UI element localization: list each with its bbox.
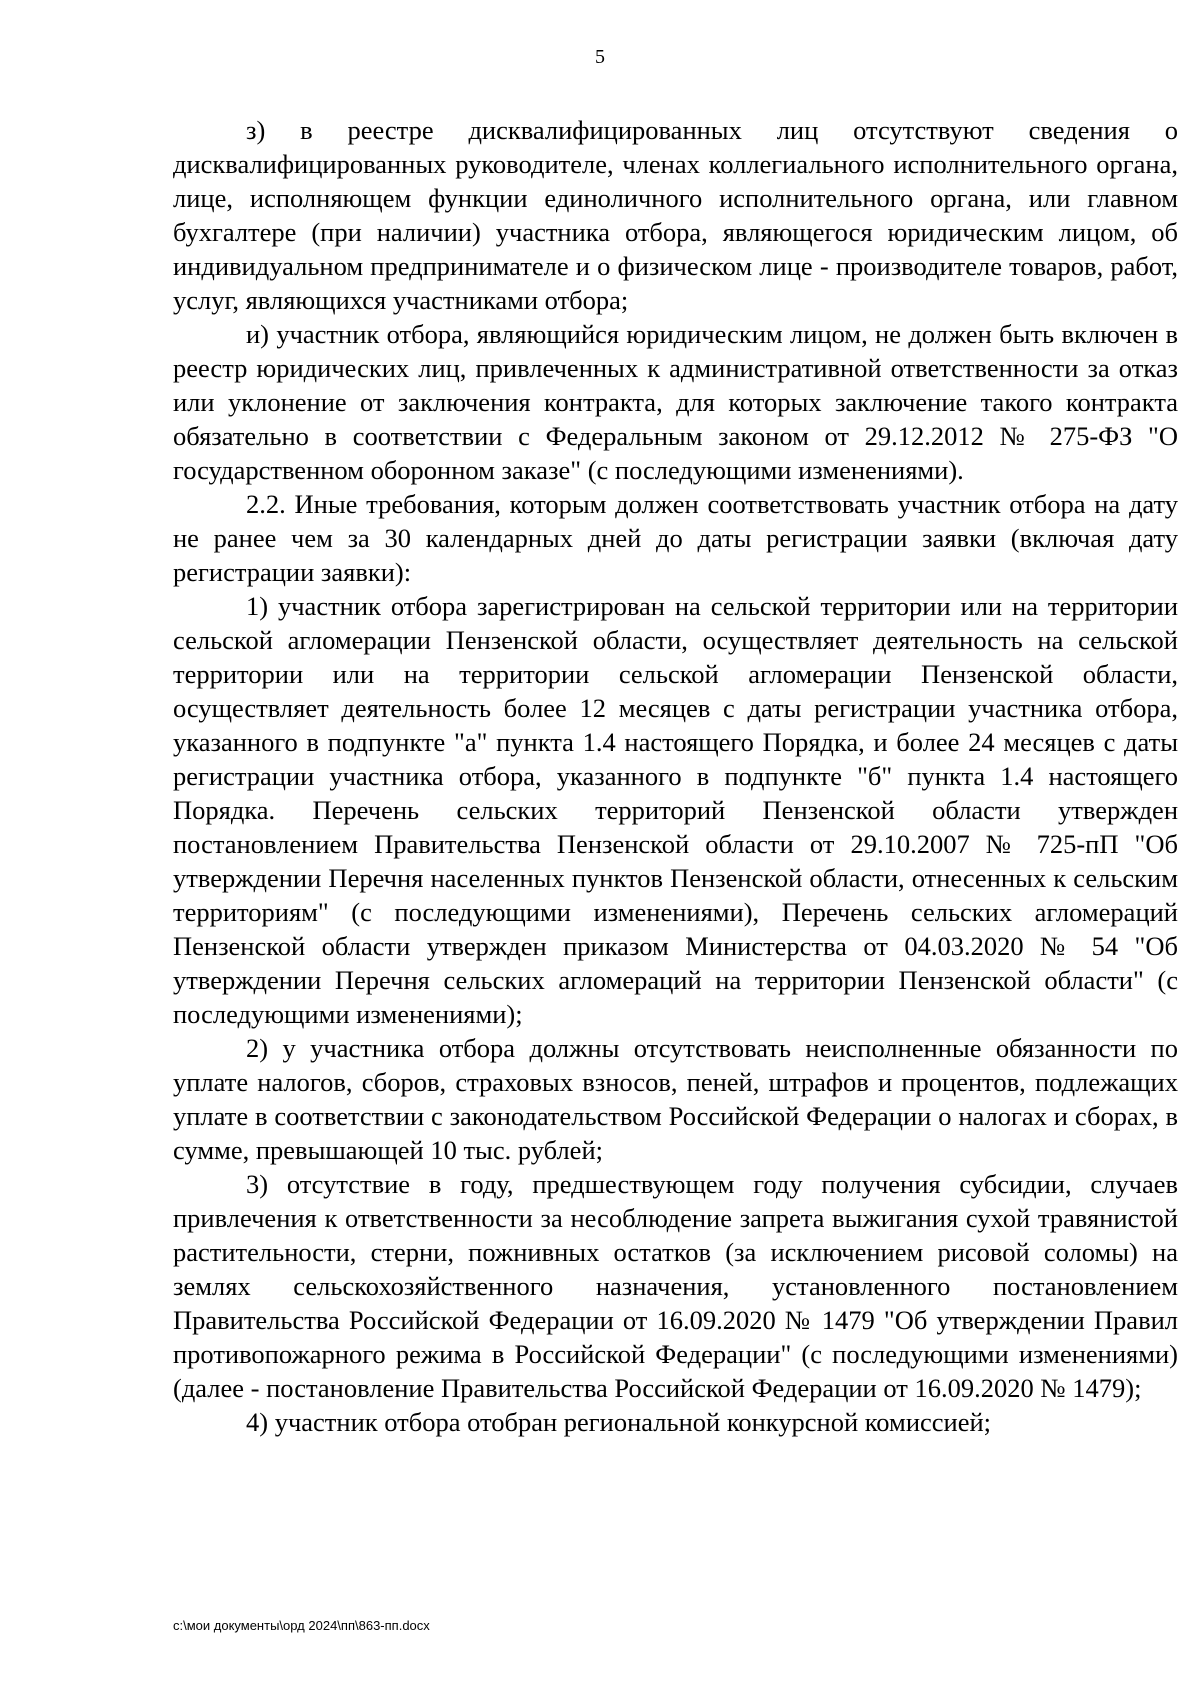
paragraph-4-commission-selection: 4) участник отбора отобран региональной конкурсной комиссией;: [246, 1407, 992, 1437]
paragraph-z-disqualified-registry: з) в реестре дисквалифицированных лиц отсутствуют сведения о дисквалифицированных руководителе, членах коллегиального исполнительного органа, лице, исполняющем функции единоличного исполнительного органа, или главном бухгалтере (при наличии) участника отбора, являющегося юридическим лицом, об индивидуальном предпринимателе и о физическом лице - производителе товаров, работ, услуг, являющихся участниками отбора;: [173, 115, 1178, 315]
footer-file-path: c:\мои документы\орд 2024\пп\863-пп.docx: [173, 1618, 430, 1633]
paragraph-2-2-other-requirements: 2.2. Иные требования, которым должен соответствовать участник отбора на дату не ранее чем за 30 календарных дней до даты регистрации заявки (включая дату регистрации заявки):: [173, 489, 1178, 587]
paragraph-i-legal-entities-registry: и) участник отбора, являющийся юридическим лицом, не должен быть включен в реестр юридических лиц, привлеченных к административной ответственности за отказ или уклонение от заключения контракта, для которых заключение такого контракта обязательно в соответствии с Федеральным законом от 29.12.2012 № 275-ФЗ "О государственном оборонном заказе" (с последующими изменениями).: [173, 319, 1178, 485]
paragraph-3-fire-regime: 3) отсутствие в году, предшествующем году получения субсидии, случаев привлечения к ответственности за несоблюдение запрета выжигания сухой травянистой растительности, стерни, пожнивных остатков (за исключением рисовой соломы) на землях сельскохозяйственного назначения, установленного постановлением Правительства Российской Федерации от 16.09.2020 № 1479 "Об утверждении Правил противопожарного режима в Российской Федерации" (с последующими изменениями) (далее - постановление Правительства Российской Федерации от 16.09.2020 № 1479);: [173, 1169, 1178, 1403]
document-body: [173, 113, 1178, 1439]
paragraph-1-rural-registration: 1) участник отбора зарегистрирован на сельской территории или на территории сельской агломерации Пензенской области, осуществляет деятельность на сельской территории или на территории сельской агломерации Пензенской области, осуществляет деятельность более 12 месяцев с даты регистрации участника отбора, указанного в подпункте "а" пункта 1.4 настоящего Порядка, и более 24 месяцев с даты регистрации участника отбора, указанного в подпункте "б" пункта 1.4 настоящего Порядка. Перечень сельских территорий Пензенской области утвержден постановлением Правительства Пензенской области от 29.10.2007 № 725-пП "Об утверждении Перечня населенных пунктов Пензенской области, отнесенных к сельским территориям" (с последующими изменениями), Перечень сельских агломераций Пензенской области утвержден приказом Министерства от 04.03.2020 № 54 "Об утверждении Перечня сельских агломераций на территории Пензенской области" (с последующими изменениями);: [173, 591, 1178, 1029]
page-number: 5: [595, 46, 605, 68]
paragraph-2-tax-obligations: 2) у участника отбора должны отсутствовать неисполненные обязанности по уплате налогов, сборов, страховых взносов, пеней, штрафов и процентов, подлежащих уплате в соответствии с законодательством Российской Федерации о налогах и сборах, в сумме, превышающей 10 тыс. рублей;: [173, 1033, 1178, 1165]
